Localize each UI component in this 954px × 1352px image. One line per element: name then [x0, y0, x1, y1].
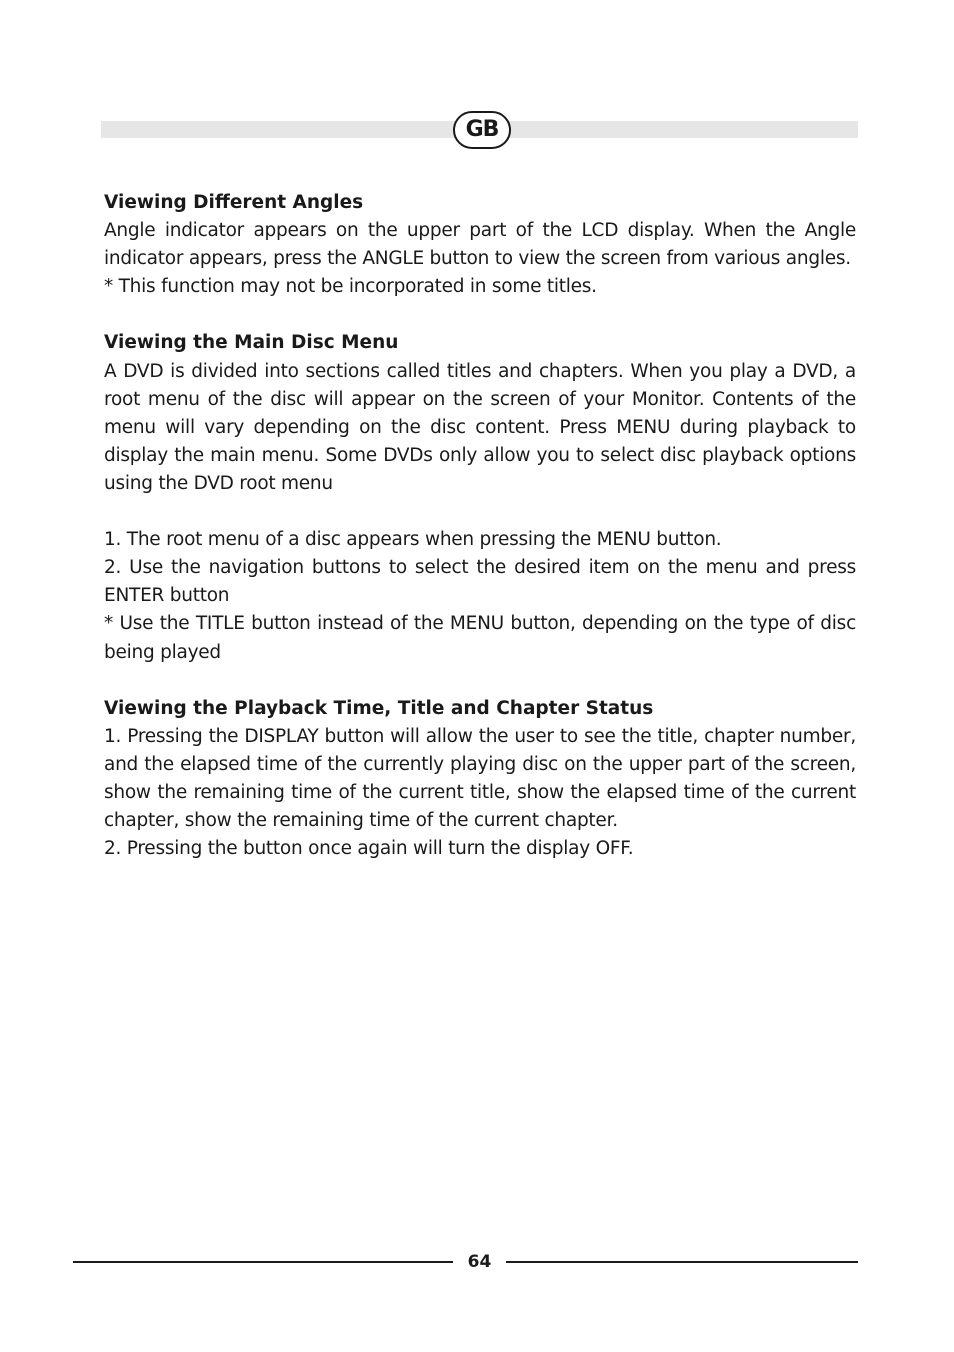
paragraph: A DVD is divided into sections called titles and chapters. When you play a DVD, a root menu of the disc will appear on the screen of your Monitor. Contents of the menu will vary depending on the disc content. Press MENU during playback to display the main menu. Some DVDs only allow you to select disc playback options using the DVD root menu — [104, 360, 856, 494]
footer-rule-right — [506, 1261, 858, 1263]
list-item: 2. Use the navigation buttons to select the desired item on the menu and press ENTER button — [104, 557, 856, 607]
section-heading: Viewing Different Angles — [104, 192, 364, 213]
list-item: 1. Pressing the DISPLAY button will allow the user to see the title, chapter number, and the elapsed time of the currently playing disc on the upper part of the screen, show the remaining time of the current title, show the elapsed time of the current chapter, show the remaining time of the current chapter. — [104, 725, 856, 832]
spacer — [104, 667, 856, 695]
spacer — [104, 301, 856, 329]
note: * Use the TITLE button instead of the MENU button, depending on the type of disc being played — [104, 613, 856, 663]
list-item: 2. Pressing the button once again will turn the display OFF. — [104, 838, 634, 860]
footer-rule-left — [73, 1261, 453, 1263]
list-item: 1. The root menu of a disc appears when pressing the MENU button. — [104, 529, 722, 551]
page-content — [104, 189, 856, 863]
language-badge: GB — [453, 111, 511, 149]
spacer — [104, 498, 856, 526]
paragraph: Angle indicator appears on the upper part of the LCD display. When the Angle indicator appears, press the ANGLE button to view the screen from various angles. — [104, 220, 856, 270]
page-number: 64 — [467, 1252, 492, 1272]
section-heading: Viewing the Main Disc Menu — [104, 332, 399, 354]
section-heading: Viewing the Playback Time, Title and Chapter Status — [104, 697, 654, 719]
note: * This function may not be incorporated in some titles. — [104, 276, 597, 298]
